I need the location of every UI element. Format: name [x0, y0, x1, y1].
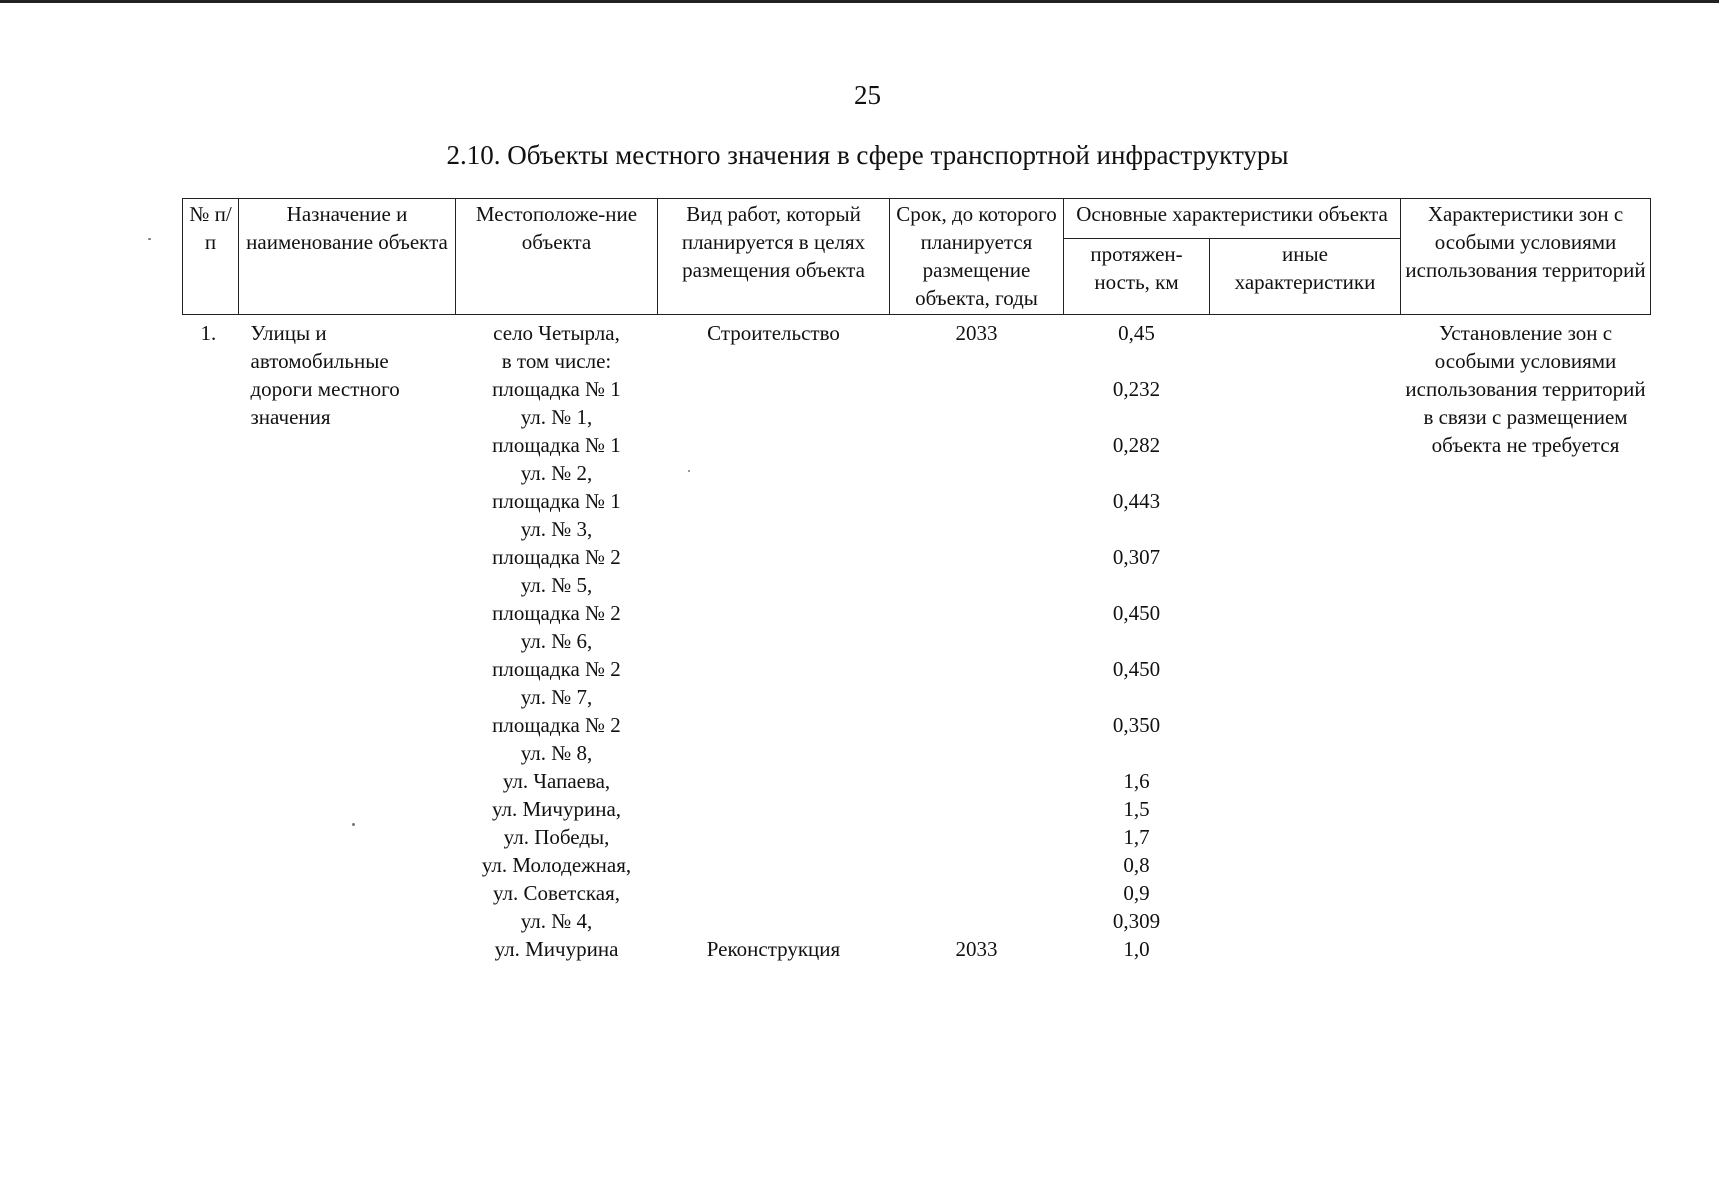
- location-line: площадка № 1: [492, 489, 621, 513]
- work-type-line: [662, 431, 886, 459]
- term-line: [894, 627, 1060, 655]
- zones-cell: [1401, 315, 1651, 964]
- length-line: 1,0: [1123, 937, 1150, 961]
- length-line: 0,45: [1118, 321, 1155, 345]
- length-line: 0,8: [1123, 853, 1150, 877]
- scan-speck: [148, 238, 151, 240]
- length-line: 1,6: [1123, 769, 1150, 793]
- location-line: площадка № 2: [492, 713, 621, 737]
- term-cell: [890, 315, 1064, 964]
- location-line: ул. Чапаева,: [502, 769, 611, 793]
- term-line: [894, 907, 1060, 935]
- work-type-cell: [658, 315, 890, 964]
- work-type-line: [662, 543, 886, 571]
- term-line: [894, 515, 1060, 543]
- scan-speck: [688, 470, 690, 472]
- term-line: [894, 795, 1060, 823]
- length-line: 0,232: [1112, 377, 1161, 401]
- header-term: Срок, до которого планируется размещение объекта, годы: [890, 199, 1064, 315]
- object-name: Улицы и автомобильные дороги местного значения: [250, 321, 400, 429]
- length-line: [1068, 571, 1206, 599]
- length-cell: [1064, 315, 1210, 964]
- location-line: ул. № 5,: [520, 573, 593, 597]
- term-line: [894, 403, 1060, 431]
- work-type-line: [662, 375, 886, 403]
- location-line: ул. Победы,: [503, 825, 610, 849]
- location-line: село Четырла,: [493, 321, 620, 345]
- term-line: [894, 347, 1060, 375]
- location-line: ул. № 2,: [520, 461, 593, 485]
- work-type-line: [662, 711, 886, 739]
- length-line: [1068, 739, 1206, 767]
- work-type-line: [662, 403, 886, 431]
- location-line: площадка № 1: [492, 433, 621, 457]
- term-line: [894, 767, 1060, 795]
- transport-objects-table: [182, 198, 1651, 963]
- work-type-line: [662, 795, 886, 823]
- length-line: [1068, 515, 1206, 543]
- term-line: [894, 431, 1060, 459]
- term-line: [894, 739, 1060, 767]
- work-type-line: [662, 627, 886, 655]
- location-line: ул. № 6,: [520, 629, 593, 653]
- length-line: [1068, 683, 1206, 711]
- length-line: 1,5: [1123, 797, 1150, 821]
- location-line: ул. № 4,: [520, 909, 593, 933]
- length-line: 1,7: [1123, 825, 1150, 849]
- term-line: [894, 879, 1060, 907]
- term-line: [894, 851, 1060, 879]
- work-type-line: [662, 347, 886, 375]
- header-main-characteristics: Основные характеристики объекта: [1064, 199, 1401, 239]
- length-line: 0,282: [1112, 433, 1161, 457]
- header-length: протяжен-ность, км: [1064, 239, 1210, 315]
- term-line: [894, 599, 1060, 627]
- work-type-line: Реконструкция: [706, 937, 841, 961]
- term-line: [894, 543, 1060, 571]
- page-number: 25: [854, 80, 881, 110]
- work-type-line: [662, 879, 886, 907]
- term-line: [894, 459, 1060, 487]
- term-line: [894, 375, 1060, 403]
- length-line: 0,450: [1112, 657, 1161, 681]
- term-line: [894, 655, 1060, 683]
- location-line: ул. № 7,: [520, 685, 593, 709]
- term-line: [894, 571, 1060, 599]
- location-line: площадка № 2: [492, 657, 621, 681]
- location-line: ул. Мичурина: [494, 937, 619, 961]
- location-line: ул. Мичурина,: [491, 797, 622, 821]
- length-line: [1068, 347, 1206, 375]
- length-line: [1068, 403, 1206, 431]
- table-row: [183, 315, 1651, 964]
- length-line: 0,307: [1112, 545, 1161, 569]
- work-type-line: [662, 655, 886, 683]
- work-type-line: [662, 459, 886, 487]
- location-line: площадка № 1: [492, 377, 621, 401]
- term-line: [894, 487, 1060, 515]
- length-line: 0,443: [1112, 489, 1161, 513]
- location-line: ул. № 3,: [520, 517, 593, 541]
- header-work: Вид работ, который планируется в целях размещения объекта: [658, 199, 890, 315]
- scan-speck: [352, 823, 355, 826]
- work-type-line: [662, 599, 886, 627]
- location-line: в том числе:: [501, 349, 612, 373]
- header-num: № п/п: [183, 199, 239, 315]
- term-line: [894, 823, 1060, 851]
- term-line: 2033: [955, 321, 998, 345]
- location-line: ул. № 1,: [520, 405, 593, 429]
- work-type-line: [662, 515, 886, 543]
- location-line: ул. № 8,: [520, 741, 593, 765]
- location-cell: [456, 315, 658, 964]
- header-zones: Характеристики зон с особыми условиями использования территорий: [1401, 199, 1651, 315]
- length-line: [1068, 627, 1206, 655]
- header-name: Назначение и наименование объекта: [239, 199, 456, 315]
- work-type-line: [662, 823, 886, 851]
- length-line: 0,350: [1112, 713, 1161, 737]
- work-type-line: [662, 767, 886, 795]
- term-line: 2033: [955, 937, 998, 961]
- location-line: площадка № 2: [492, 601, 621, 625]
- location-line: площадка № 2: [492, 545, 621, 569]
- other-characteristics-cell: [1210, 315, 1401, 964]
- length-line: 0,450: [1112, 601, 1161, 625]
- location-line: ул. Советская,: [492, 881, 621, 905]
- zones-text: Установление зон с особыми условиями использования территорий в связи с размещением объекта не требуется: [1405, 321, 1646, 457]
- length-line: [1068, 459, 1206, 487]
- work-type-line: [662, 487, 886, 515]
- work-type-line: [662, 739, 886, 767]
- term-line: [894, 711, 1060, 739]
- term-line: [894, 683, 1060, 711]
- location-line: ул. Молодежная,: [481, 853, 632, 877]
- length-line: 0,309: [1112, 909, 1161, 933]
- work-type-line: [662, 851, 886, 879]
- length-line: 0,9: [1123, 881, 1150, 905]
- work-type-line: Строительство: [707, 321, 840, 345]
- work-type-line: [662, 571, 886, 599]
- page-top-border: [0, 0, 1719, 3]
- work-type-line: [662, 683, 886, 711]
- row-number: 1.: [200, 321, 217, 345]
- header-other: иные характеристики: [1210, 239, 1401, 315]
- work-type-line: [662, 907, 886, 935]
- header-row-1: [183, 199, 1651, 239]
- header-location: Местоположе-ние объекта: [456, 199, 658, 315]
- section-title: 2.10. Объекты местного значения в сфере транспортной инфраструктуры: [446, 140, 1289, 170]
